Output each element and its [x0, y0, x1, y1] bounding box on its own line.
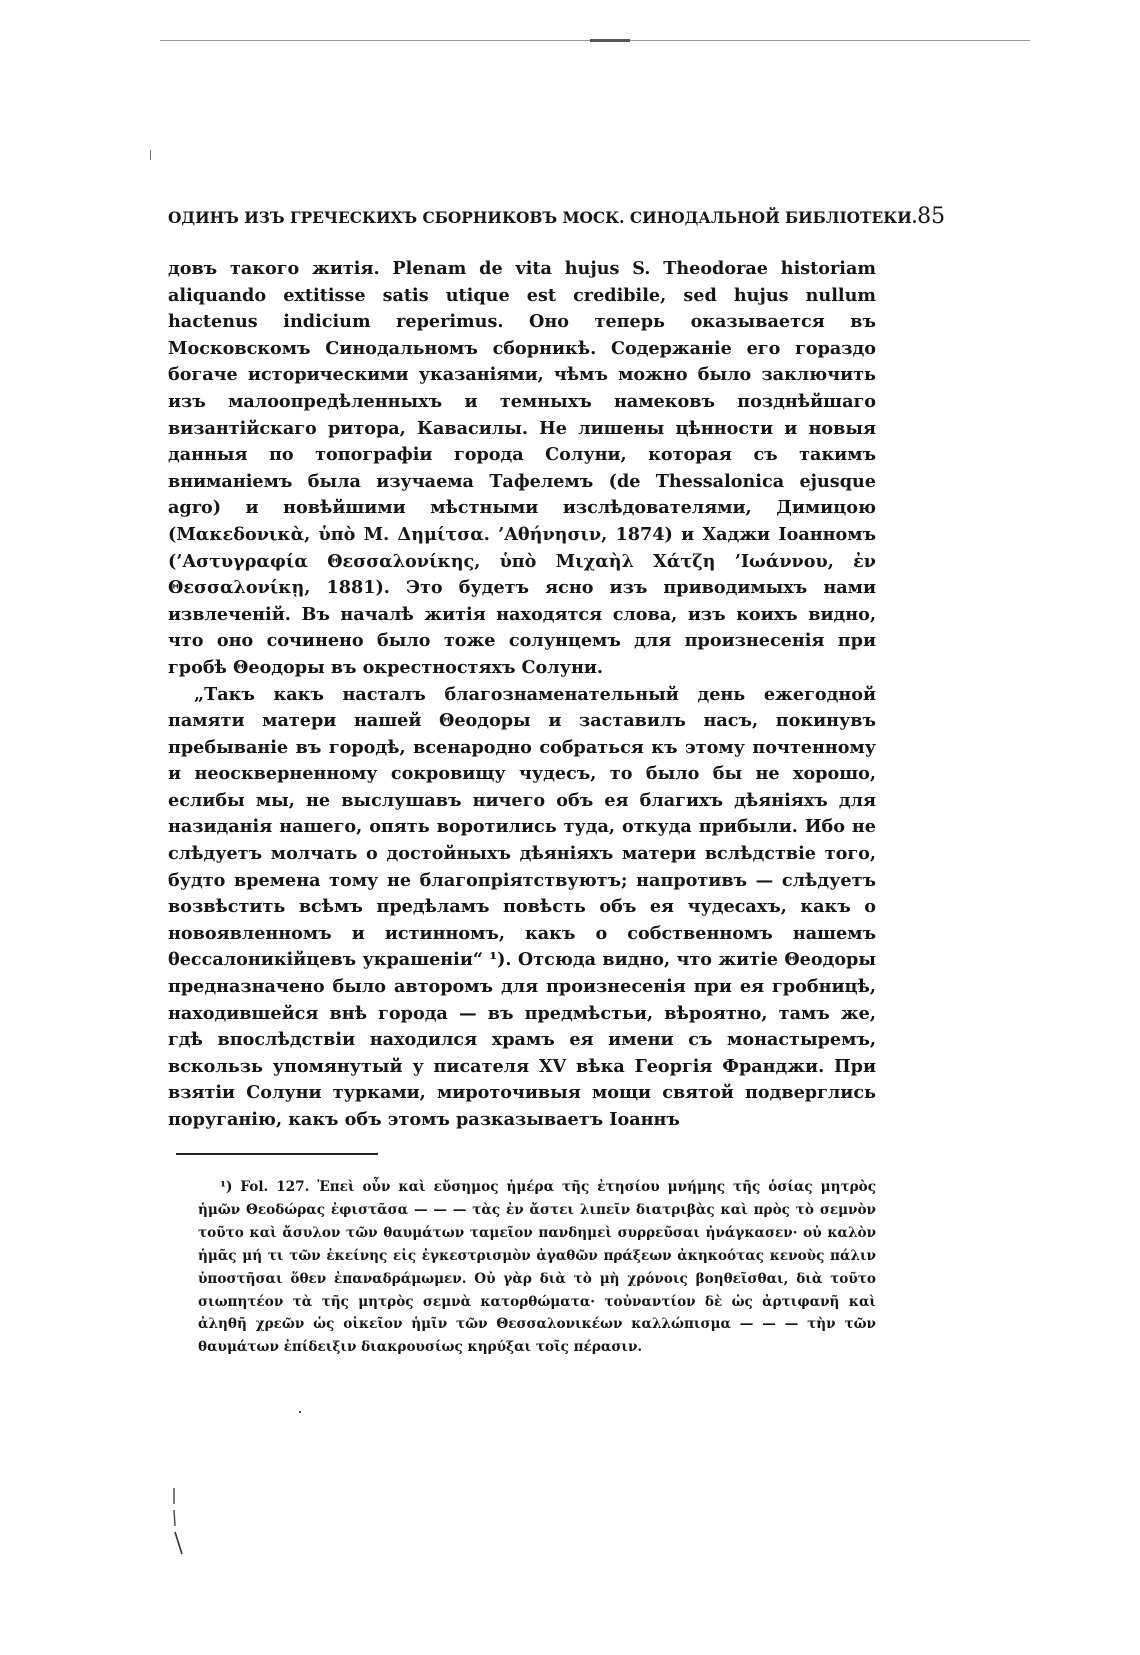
scan-margin-ticks [168, 1488, 192, 1558]
paragraph-1: довъ такого житія. Plenam de vita hujus S. Theodorae historiam aliquando extitisse satis utique est credibile, sed hujus nullum hactenus indicium reperimus. Оно теперь оказывается въ Московскомъ Синодальномъ сборникѣ. Содержаніе его гораздо богаче историческими указаніями, чѣмъ можно было заключить изъ малоопредѣленныхъ и темныхъ намековъ позднѣйшаго византійскаго ритора, Кавасилы. Не лишены цѣнности и новыя данныя по топографіи города Солуни, которая съ такимъ вниманіемъ была изучаема Тафелемъ (de Thessalonica ejusque agro) и новѣйшими мѣстными изслѣдователями, Димицою (Μακεδονικὰ, ὑπὸ Μ. Δημίτσα. ’Αθήνησιν, 1874) и Хаджи Іоанномъ (’Αστυγραφία Θεσσαλονίκης, ὑπὸ Μιχαὴλ Χάτζη ’Ιωάννου, ἐν Θεσσαλονίκῃ, 1881). Это будетъ ясно изъ приводимыхъ нами извлеченій. Въ началѣ житія находятся слова, изъ коихъ видно, что оно сочинено было тоже солунцемъ для произнесенія при гробѣ Θеодоры въ окрестностяхъ Солуни. [168, 258, 876, 678]
scan-top-rule-mark [590, 39, 630, 42]
scan-margin-mark [150, 150, 151, 160]
scan-speck [299, 1411, 301, 1413]
running-head [168, 204, 946, 229]
page-number: 85 [917, 204, 946, 229]
running-title: ОДИНЪ ИЗЪ ГРЕЧЕСКИХЪ СБОРНИКОВЪ МОСК. СИНОДАЛЬНОЙ БИБЛІОТЕКИ. [168, 209, 918, 227]
footnote: ¹) Fol. 127. Ἐπεὶ οὖν καὶ εὔσημος ἡμέρα τῆς ἐτησίου μνήμης τῆς ὁσίας μητρὸς ἡμῶν Θεοδώρας ἐφιστᾶσα — — — τὰς ἐν ἄστει λιπεῖν διατριβὰς καὶ πρὸς τὸ σεμνὸν τοῦτο καὶ ἄσυλον τῶν θαυμάτων ταμεῖον πανδημεὶ συρρεῦσαι ἠνάγκασεν· οὐ καλὸν ἡμᾶς μή τι τῶν ἐκείνης εἰς ἐγκεστρισμὸν ἀγαθῶν πράξεων ἀκηκοότας κενοὺς πάλιν ὑποστῆσαι ὅθεν ἐπαναδράμωμεν. Οὐ γὰρ διὰ τὸ μὴ χρόνοις βοηθεῖσθαι, διὰ τοῦτο σιωπητέον τὰ τῆς μητρὸς σεμνὰ κατορθώματα· τοὐναντίον δὲ ὡς ἀρτιφανῆ καὶ ἀληθῆ χρεῶν ὡς οἰκεῖον ἡμῖν τῶν Θεσσαλονικέων καλλώπισμα — — — τὴν τῶν θαυμάτων ἐπίδειξιν διακρουσίως κηρύξαι τοῖς πέρασιν. [198, 1179, 876, 1356]
footnote-divider [176, 1153, 378, 1155]
paragraph-2: „Такъ какъ насталъ благознаменательный день ежегодной памяти матери нашей Θеодоры и заставилъ насъ, покинувъ пребываніе въ городѣ, всенародно собраться къ этому почтенному и неоскверненному сокровищу чудесъ, то было бы не хорошо, еслибы мы, не выслушавъ ничего объ ея благихъ дѣяніяхъ для назиданія нашего, опять воротились туда, откуда прибыли. Ибо не слѣдуетъ молчать о достойныхъ дѣяніяхъ матери вслѣдствіе того, будто времена тому не благопріятствуютъ; напротивъ — слѣдуетъ возвѣстить всѣмъ предѣламъ повѣсть объ ея чудесахъ, какъ о новоявленномъ и истинномъ, какъ о собственномъ нашемъ θессалоникійцевъ украшеніи“ ¹). Отсюда видно, что житіе Θеодоры предназначено было авторомъ для произнесенія при ея гробницѣ, находившейся внѣ города — въ предмѣстьи, вѣроятно, тамъ же, гдѣ впослѣдствіи находился храмъ ея имени съ монастыремъ, вскользь упомянутый у писателя XV вѣка Георгія Франджи. При взятіи Солуни турками, мироточивыя мощи святой подверглись поруганію, какъ объ этомъ разказываетъ Іоаннъ [168, 683, 876, 1130]
body-text [168, 256, 876, 1134]
